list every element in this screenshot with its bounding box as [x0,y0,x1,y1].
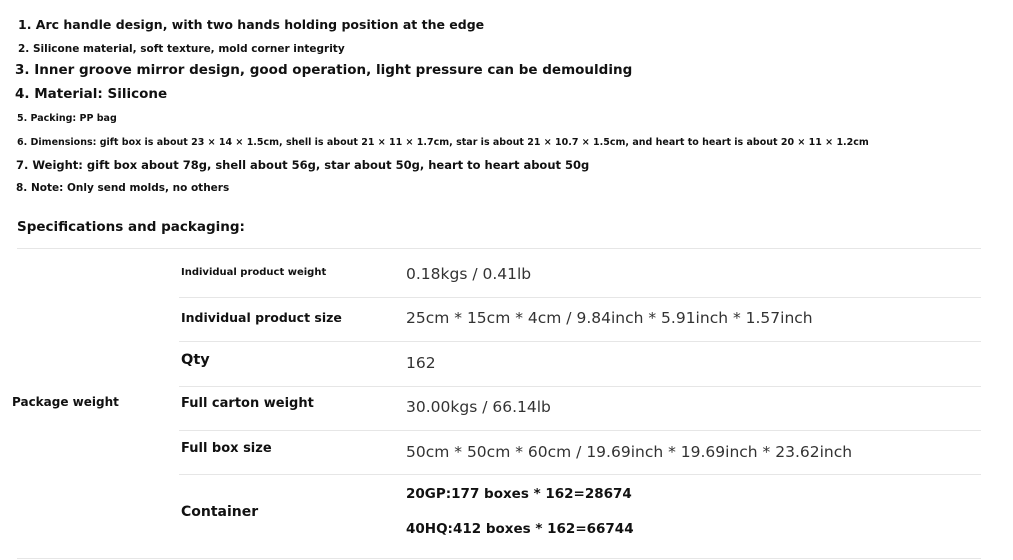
feature-line-4: 4. Material: Silicone [15,86,168,102]
spec-row-label-product-size: Individual product size [181,310,342,325]
spec-row-value-product-weight: 0.18kgs / 0.41lb [406,265,532,283]
spec-row-label-product-weight: Individual product weight [181,267,327,278]
spec-row-divider [179,474,981,475]
feature-line-5: 5. Packing: PP bag [17,113,117,124]
spec-row-value-box-size: 50cm * 50cm * 60cm / 19.69inch * 19.69inch * 23.62inch [406,443,853,461]
feature-line-7: 7. Weight: gift box about 78g, shell about 56g, star about 50g, heart to heart about 50g [16,158,590,172]
spec-row-value-carton-weight: 30.00kgs / 66.14lb [406,398,551,416]
feature-line-6: 6. Dimensions: gift box is about 23 × 14 × 1.5cm, shell is about 21 × 11 × 1.7cm, star is about 21 × 10.7 × 1.5cm, and heart to heart is about 20 × 11 × 1.2cm [17,137,869,148]
feature-line-8: 8. Note: Only send molds, no others [16,182,230,194]
feature-line-3: 3. Inner groove mirror design, good operation, light pressure can be demoulding [15,62,633,78]
feature-line-1: 1. Arc handle design, with two hands holding position at the edge [18,17,485,32]
specs-title: Specifications and packaging: [17,219,245,235]
spec-row-label-container: Container [181,504,259,520]
specs-group-label: Package weight [12,395,119,409]
specs-top-divider [17,248,981,249]
spec-row-label-qty: Qty [181,352,210,368]
feature-line-2: 2. Silicone material, soft texture, mold corner integrity [18,43,345,55]
spec-row-divider [179,430,981,431]
spec-row-value-product-size: 25cm * 15cm * 4cm / 9.84inch * 5.91inch * 1.57inch [406,309,813,327]
spec-row-value-container-20gp: 20GP:177 boxes * 162=28674 [406,486,632,502]
spec-row-value-qty: 162 [406,354,436,372]
spec-row-divider [179,341,981,342]
spec-row-divider [179,386,981,387]
specs-bottom-divider [17,558,981,559]
spec-row-divider [179,297,981,298]
spec-row-label-box-size: Full box size [181,441,272,456]
spec-row-value-container-40hq: 40HQ:412 boxes * 162=66744 [406,521,634,537]
spec-row-label-carton-weight: Full carton weight [181,396,314,411]
